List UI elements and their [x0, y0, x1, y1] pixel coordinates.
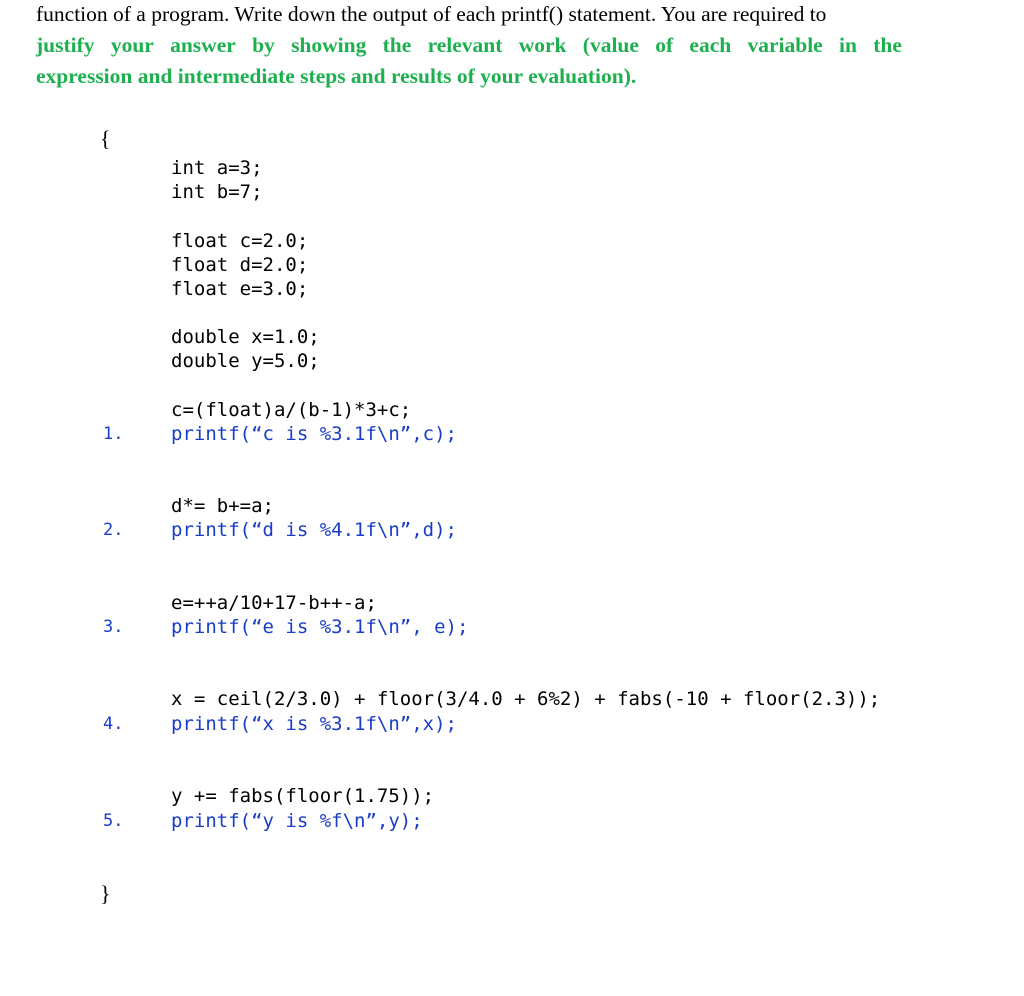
instructions-word: each [689, 33, 732, 57]
code-statement-1: c=(float)a/(b-1)*3+c; [171, 399, 412, 421]
code-decl-float-c: float c=2.0; [171, 230, 309, 252]
code-printf-4: printf(“x is %3.1f\n”,x); [171, 713, 457, 735]
code-decl-double-y: double y=5.0; [171, 350, 320, 372]
instructions-line-1: function of a program. Write down the output of each printf() statement. You are required to [36, 2, 827, 26]
item-number-4: 4. [103, 714, 124, 734]
open-brace: { [100, 126, 111, 151]
instructions-line-2 [36, 30, 902, 61]
code-decl-double-x: double x=1.0; [171, 326, 320, 348]
code-statement-4: x = ceil(2/3.0) + floor(3/4.0 + 6%2) + fabs(-10 + floor(2.3)); [171, 688, 881, 710]
code-printf-5: printf(“y is %f\n”,y); [171, 810, 423, 832]
code-statement-5: y += fabs(floor(1.75)); [171, 785, 435, 807]
item-number-1: 1. [103, 424, 124, 444]
instructions-word: relevant [427, 33, 503, 57]
code-decl-float-d: float d=2.0; [171, 254, 309, 276]
code-decl-int-b: int b=7; [171, 181, 263, 203]
instructions-word: by [252, 33, 275, 57]
item-number-3: 3. [103, 617, 124, 637]
instructions-word: (value [582, 33, 639, 57]
instructions-word: justify [36, 33, 95, 57]
instructions-word: of [655, 33, 674, 57]
instructions-line-3: expression and intermediate steps and results of your evaluation). [36, 64, 637, 88]
instructions-word: showing [291, 33, 367, 57]
close-brace: } [100, 881, 111, 906]
instructions-word: work [518, 33, 567, 57]
code-decl-int-a: int a=3; [171, 157, 263, 179]
item-number-5: 5. [103, 811, 124, 831]
instructions-word: in [839, 33, 857, 57]
code-decl-float-e: float e=3.0; [171, 278, 309, 300]
code-printf-2: printf(“d is %4.1f\n”,d); [171, 519, 457, 541]
code-statement-2: d*= b+=a; [171, 495, 274, 517]
instructions-word: the [382, 33, 412, 57]
code-printf-1: printf(“c is %3.1f\n”,c); [171, 423, 457, 445]
instructions-word: your [110, 33, 154, 57]
item-number-2: 2. [103, 520, 124, 540]
instructions-word: variable [747, 33, 823, 57]
code-statement-3: e=++a/10+17-b++-a; [171, 592, 377, 614]
instructions-word: answer [170, 33, 236, 57]
code-printf-3: printf(“e is %3.1f\n”, e); [171, 616, 469, 638]
instructions-word: the [873, 33, 902, 57]
